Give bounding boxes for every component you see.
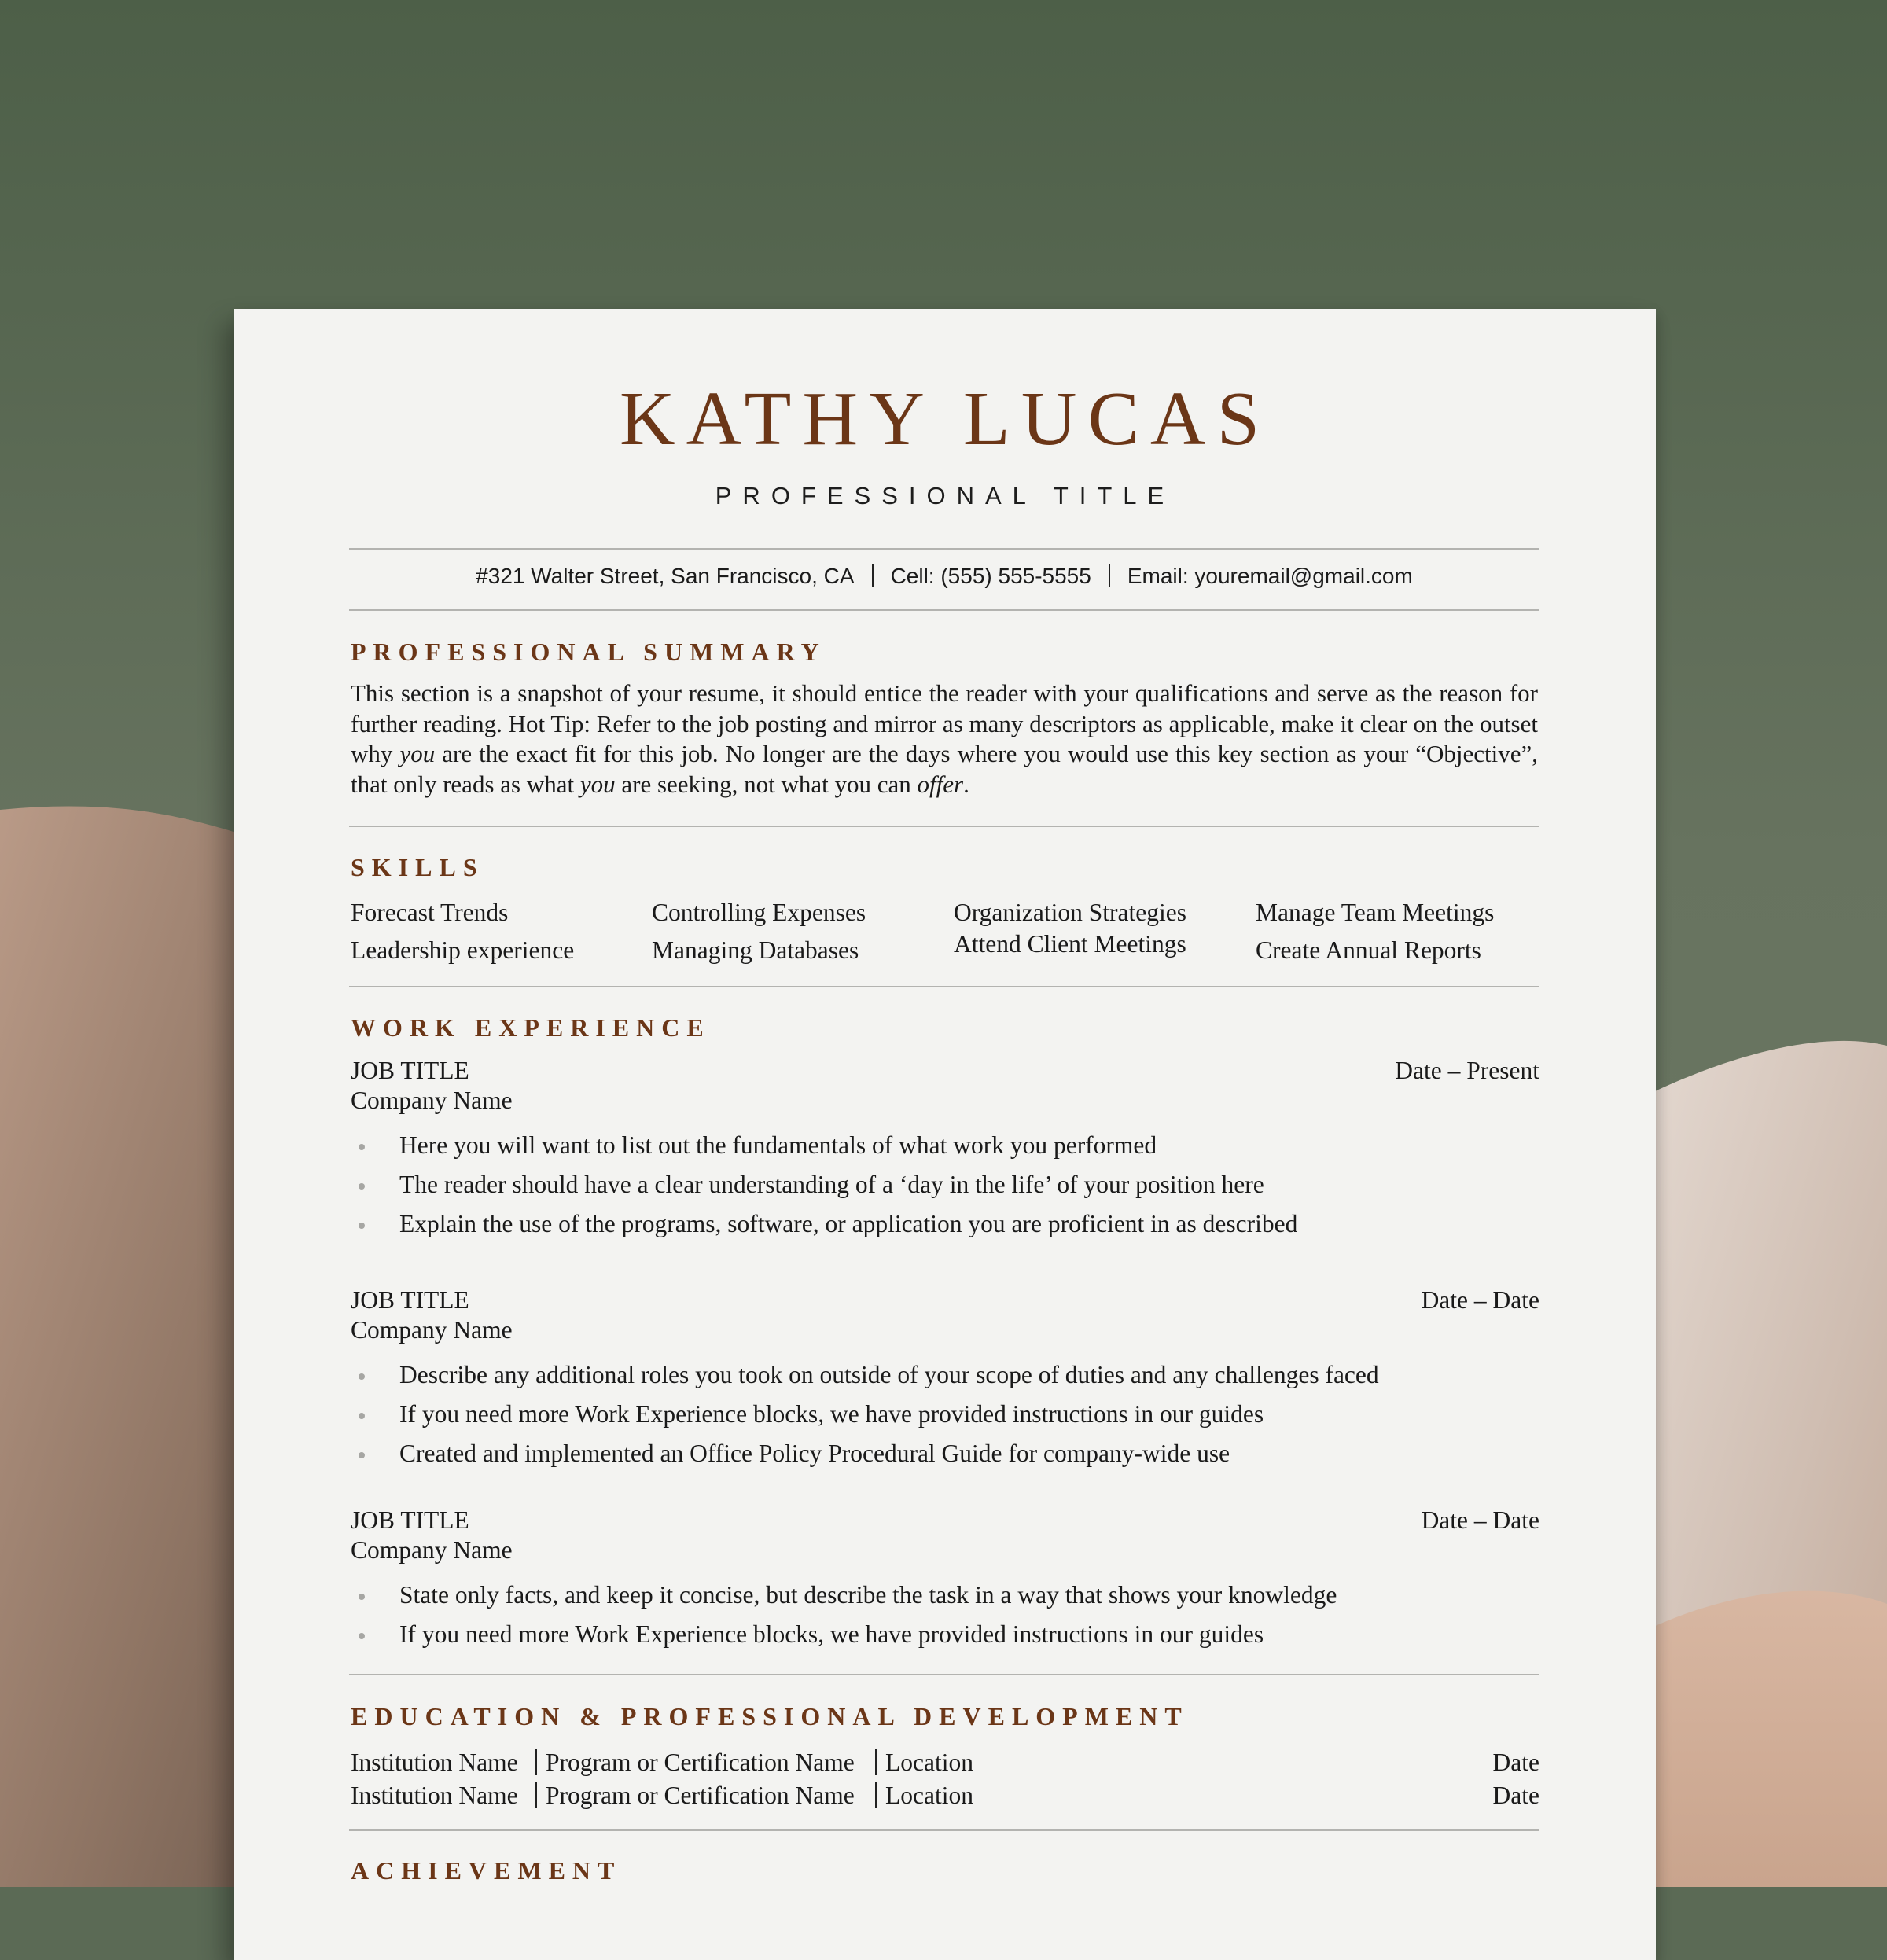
skill-item: Managing Databases [652, 936, 859, 964]
education-heading: EDUCATION & PROFESSIONAL DEVELOPMENT [351, 1702, 1189, 1730]
separator [535, 1782, 537, 1808]
list-item: If you need more Work Experience blocks, we have provided instructions in our guides [351, 1399, 1539, 1438]
institution-name: Institution Name [351, 1782, 518, 1809]
skill-item: Organization Strategies [954, 899, 1186, 926]
skill-item: Controlling Expenses [652, 899, 866, 926]
list-item: State only facts, and keep it concise, but describe the task in a way that shows your knowledge [351, 1579, 1539, 1619]
location: Location [885, 1749, 973, 1776]
job-bullets [351, 1359, 1539, 1477]
professional-title: PROFESSIONAL TITLE [715, 482, 1175, 509]
education-date: Date [1492, 1782, 1539, 1809]
job-date: Date – Date [1421, 1506, 1539, 1534]
education-row [351, 1747, 1539, 1780]
divider [349, 548, 1539, 550]
education-date: Date [1492, 1749, 1539, 1776]
list-item: The reader should have a clear understanding of a ‘day in the life’ of your position here [351, 1169, 1539, 1208]
list-item: Explain the use of the programs, software, or application you are proficient in as described [351, 1208, 1539, 1248]
job-date: Date – Date [1421, 1286, 1539, 1314]
skills-heading: SKILLS [351, 853, 484, 881]
job-date: Date – Present [1395, 1057, 1539, 1084]
bullet-icon [359, 1452, 365, 1458]
separator [1109, 564, 1110, 587]
job-bullets [351, 1579, 1539, 1658]
skill-item: Leadership experience [351, 936, 575, 964]
location: Location [885, 1782, 973, 1809]
divider [349, 1829, 1539, 1831]
bullet-icon [359, 1183, 365, 1190]
separator [875, 1749, 877, 1775]
resume-page [234, 309, 1656, 1960]
list-item: Here you will want to list out the fundamentals of what work you performed [351, 1130, 1539, 1169]
program-name: Program or Certification Name [546, 1749, 855, 1776]
company-name: Company Name [351, 1536, 513, 1564]
bullet-icon [359, 1633, 365, 1639]
divider [349, 609, 1539, 611]
company-name: Company Name [351, 1087, 513, 1114]
divider [349, 986, 1539, 987]
list-item: Created and implemented an Office Policy Procedural Guide for company-wide use [351, 1438, 1539, 1477]
skill-item: Manage Team Meetings [1256, 899, 1495, 926]
skill-item: Attend Client Meetings [954, 930, 1186, 958]
email: Email: youremail@gmail.com [1127, 564, 1413, 588]
bullet-icon [359, 1144, 365, 1150]
summary-heading: PROFESSIONAL SUMMARY [351, 638, 826, 666]
divider [349, 1674, 1539, 1675]
list-item: If you need more Work Experience blocks, we have provided instructions in our guides [351, 1619, 1539, 1658]
program-name: Program or Certification Name [546, 1782, 855, 1809]
divider [349, 826, 1539, 827]
bullet-icon [359, 1413, 365, 1419]
skill-item: Forecast Trends [351, 899, 509, 926]
skill-item: Create Annual Reports [1256, 936, 1481, 964]
job-title: JOB TITLE [351, 1506, 469, 1534]
education-row [351, 1780, 1539, 1813]
company-name: Company Name [351, 1316, 513, 1344]
separator [875, 1782, 877, 1808]
summary-text: This section is a snapshot of your resume, it should entice the reader with your qualifications and serve as the reason for further reading. Hot Tip: Refer to the job posting and mirror as many descriptors as applicable, make it clear on the outset why you are the exact fit for this job. No longer are the days where you would use this key section as your “Objective”, that only reads as what you are seeking, not what you can offer. [351, 679, 1538, 798]
bullet-icon [359, 1223, 365, 1229]
job-title: JOB TITLE [351, 1286, 469, 1314]
job-bullets [351, 1130, 1539, 1248]
skills-grid [351, 897, 1546, 984]
job-title: JOB TITLE [351, 1057, 469, 1084]
contact-line [349, 561, 1539, 592]
bullet-icon [359, 1594, 365, 1600]
institution-name: Institution Name [351, 1749, 518, 1776]
address: #321 Walter Street, San Francisco, CA [476, 564, 855, 588]
achievement-heading: ACHIEVEMENT [351, 1856, 622, 1885]
experience-heading: WORK EXPERIENCE [351, 1013, 711, 1042]
list-item: Describe any additional roles you took on outside of your scope of duties and any challenges faced [351, 1359, 1539, 1399]
bullet-icon [359, 1373, 365, 1380]
separator [535, 1749, 537, 1775]
candidate-name: KATHY LUCAS [619, 377, 1271, 462]
separator [872, 564, 874, 587]
cell-phone: Cell: (555) 555-5555 [890, 564, 1091, 588]
